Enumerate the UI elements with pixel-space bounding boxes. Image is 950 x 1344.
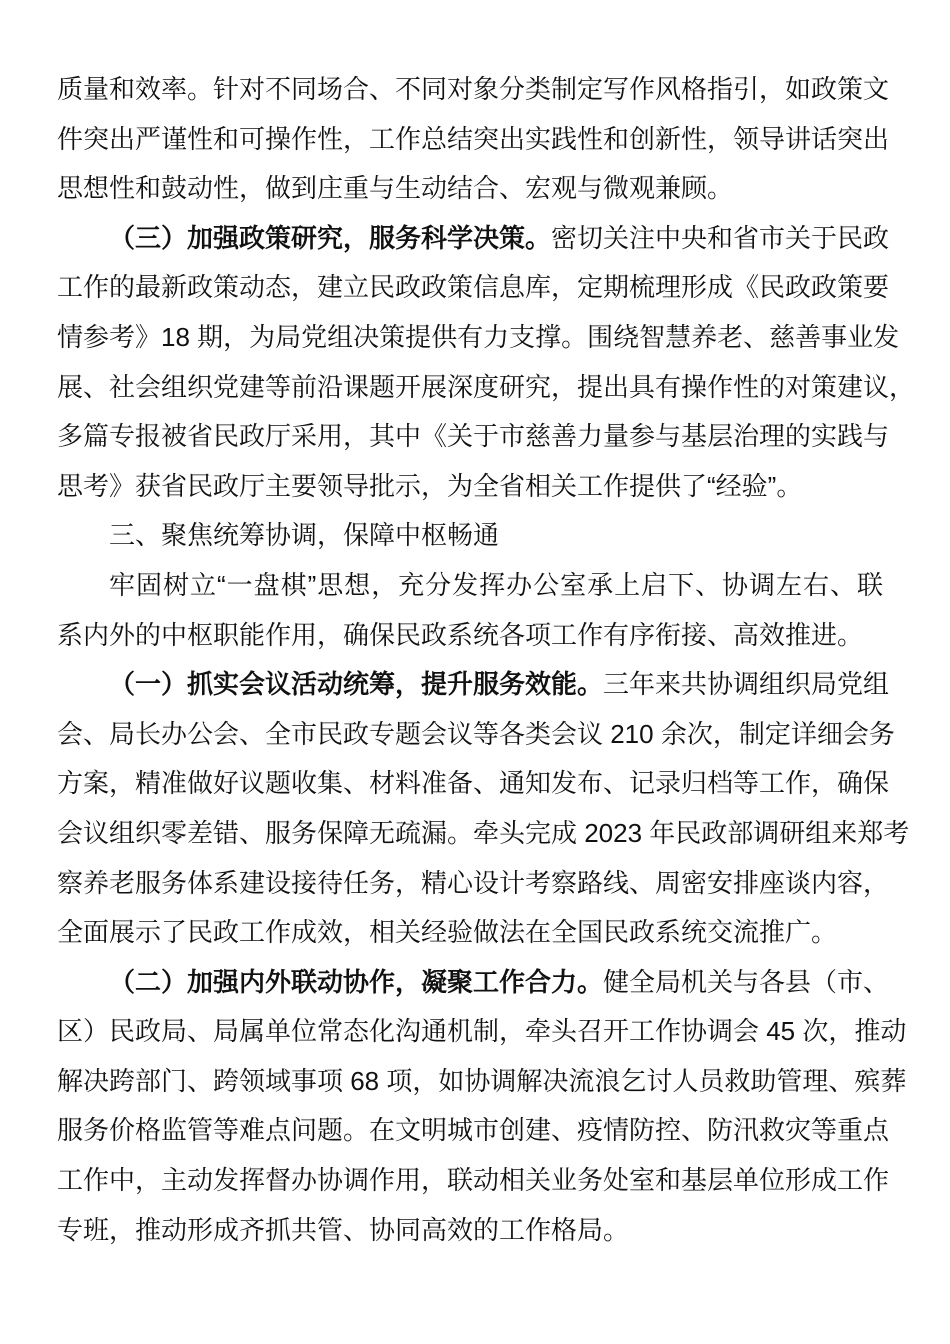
text-line: 区）民政局、局属单位常态化沟通机制，牵头召开工作协调会 45 次，推动 <box>57 1016 907 1047</box>
text-line: 牢固树立“一盘棋”思想，充分发挥办公室承上启下、协调左右、联 <box>109 569 883 600</box>
paragraph-internal-external-cooperation <box>57 958 907 1256</box>
text-span: 健全局机关与各县（市、 <box>603 966 890 997</box>
text-span: 密切关注中央和省市关于民政 <box>551 222 890 253</box>
text-span: 三年来共协调组织局党组 <box>603 669 890 700</box>
text-line: 专班，推动形成齐抓共管、协同高效的工作格局。 <box>57 1214 630 1245</box>
document-page <box>57 65 916 1255</box>
text-line: 系内外的中枢职能作用，确保民政系统各项工作有序衔接、高效推进。 <box>57 619 864 650</box>
paragraph-lead-heading: （二）加强内外联动协作，凝聚工作合力。 <box>109 966 604 997</box>
text-line: 会议组织零差错、服务保障无疏漏。牵头完成 2023 年民政部调研组来郑考 <box>57 817 910 848</box>
text-line: 思考》获省民政厅主要领导批示，为全省相关工作提供了“经验”。 <box>57 470 803 501</box>
text-line: 会、局长办公会、全市民政专题会议等各类会议 210 余次，制定详细会务 <box>57 718 895 749</box>
text-line: 服务价格监管等难点问题。在文明城市创建、疫情防控、防汛救灾等重点 <box>57 1115 890 1146</box>
text-line: 解决跨部门、跨领域事项 68 项，如协调解决流浪乞讨人员救助管理、殡葬 <box>57 1065 907 1096</box>
text-line: 多篇专报被省民政厅采用，其中《关于市慈善力量参与基层治理的实践与 <box>57 421 890 452</box>
section-heading: 三、聚焦统筹协调，保障中枢畅通 <box>109 520 500 551</box>
text-line: 全面展示了民政工作成效，相关经验做法在全国民政系统交流推广。 <box>57 917 838 948</box>
text-line <box>57 958 890 1008</box>
text-line: 情参考》18 期，为局党组决策提供有力支撑。围绕智慧养老、慈善事业发 <box>57 321 900 352</box>
text-line: 工作的最新政策动态，建立民政政策信息库，定期梳理形成《民政政策要 <box>57 272 890 303</box>
text-line <box>57 660 890 710</box>
text-line: 质量和效率。针对不同场合、不同对象分类制定写作风格指引，如政策文 <box>57 74 890 104</box>
text-line: 察养老服务体系建设接待任务，精心设计考察路线、周密安排座谈内容， <box>57 867 890 898</box>
text-line: 件突出严谨性和可操作性，工作总结突出实践性和创新性，领导讲话突出 <box>57 123 890 154</box>
text-line: 展、社会组织党建等前沿课题开展深度研究，提出具有操作性的对策建议， <box>57 371 916 402</box>
paragraph-lead-heading: （一）抓实会议活动统筹，提升服务效能。 <box>109 669 604 700</box>
paragraph-lead-heading: （三）加强政策研究，服务科学决策。 <box>109 222 552 253</box>
paragraph-coordination-intro <box>57 561 883 660</box>
text-line: 思想性和鼓动性，做到庄重与生动结合、宏观与微观兼顾。 <box>57 173 734 204</box>
text-line <box>57 214 890 264</box>
text-line: 方案，精准做好议题收集、材料准备、通知发布、记录归档等工作，确保 <box>57 768 890 799</box>
paragraph-policy-research <box>57 214 916 512</box>
paragraph-meeting-coordination <box>57 660 910 958</box>
text-line: 工作中，主动发挥督办协调作用，联动相关业务处室和基层单位形成工作 <box>57 1165 890 1196</box>
paragraph-writing-style <box>57 65 890 214</box>
